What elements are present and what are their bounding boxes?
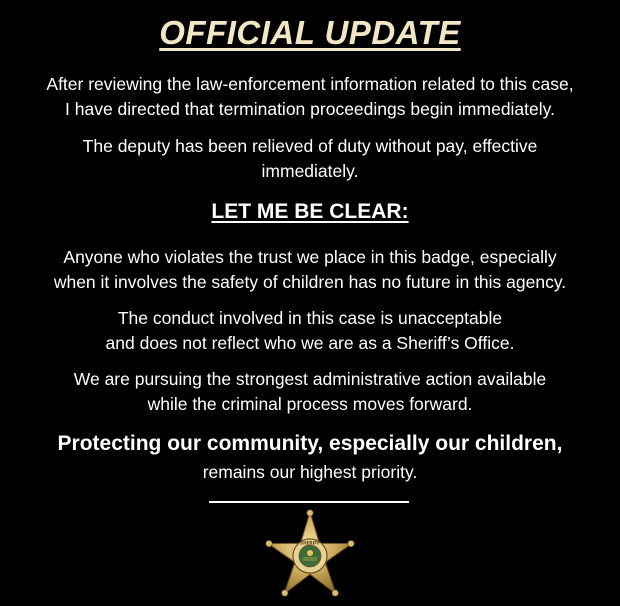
paragraph-line: immediately. [261, 161, 359, 181]
paragraph-line: when it involves the safety of children has no future in this agency. [53, 272, 567, 292]
divider [209, 501, 409, 503]
page-title: OFFICIAL UPDATE [159, 14, 461, 51]
star-tip [266, 540, 272, 546]
subheading: LET ME BE CLEAR: [211, 200, 409, 223]
paragraph-line: Anyone who violates the trust we place in this badge, especially [63, 247, 557, 267]
star-tip [332, 590, 338, 596]
paragraph-trust [0, 245, 620, 295]
star-tip [307, 510, 313, 516]
seal-sun [307, 550, 313, 556]
paragraph-line: I have directed that termination proceedings begin immediately. [65, 99, 555, 119]
closing-bold-line: Protecting our community, especially our children, [57, 432, 563, 455]
paragraph-line: The conduct involved in this case is unacceptable [117, 308, 503, 328]
seal-ground [303, 557, 317, 561]
paragraph-termination [0, 72, 620, 122]
paragraph-administrative-action [0, 367, 620, 417]
paragraph-line: while the criminal process moves forward. [147, 394, 473, 414]
badge-ring-text: SHERIFF [300, 540, 320, 546]
paragraph-line: We are pursuing the strongest administrative action available [73, 369, 547, 389]
sheriff-star-badge-icon [262, 508, 358, 604]
paragraph-relieved-of-duty [0, 134, 620, 184]
paragraph-line: and does not reflect who we are as a Sheriff’s Office. [105, 333, 515, 353]
closing-normal-line: remains our highest priority. [202, 462, 418, 482]
star-tip [282, 590, 288, 596]
closing-statement [0, 429, 620, 485]
paragraph-line: The deputy has been relieved of duty without pay, effective [82, 136, 538, 156]
paragraph-line: After reviewing the law-enforcement information related to this case, [46, 74, 574, 94]
paragraph-conduct [0, 306, 620, 356]
star-tip [348, 540, 354, 546]
